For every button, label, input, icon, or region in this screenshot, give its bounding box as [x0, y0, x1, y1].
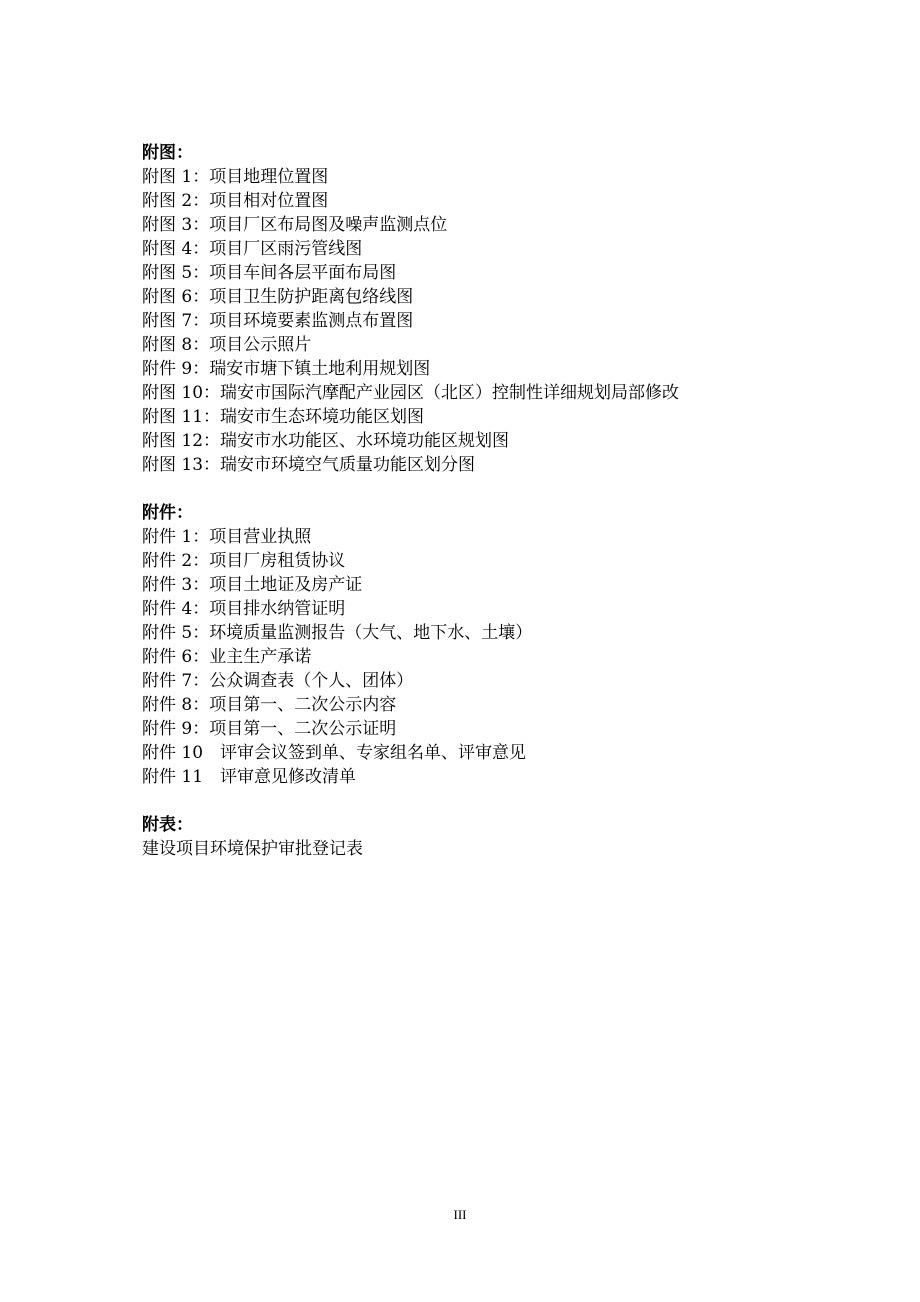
figure-item: 附图 5：项目车间各层平面布局图	[142, 263, 397, 283]
document-body	[142, 141, 862, 861]
table-item: 建设项目环境保护审批登记表	[142, 839, 363, 859]
figures-section	[142, 141, 862, 477]
figure-item: 附图 11：瑞安市生态环境功能区划图	[142, 407, 425, 427]
attachment-item: 附件 10 评审会议签到单、专家组名单、评审意见	[142, 743, 527, 763]
attachment-item: 附件 8：项目第一、二次公示内容	[142, 695, 397, 715]
tables-section	[142, 813, 862, 861]
figure-item: 附图 4：项目厂区雨污管线图	[142, 239, 363, 259]
attachment-item: 附件 1：项目营业执照	[142, 527, 312, 547]
attachments-section	[142, 501, 862, 789]
figure-item: 附图 7：项目环境要素监测点布置图	[142, 311, 414, 331]
attachment-item: 附件 4：项目排水纳管证明	[142, 599, 346, 619]
page-number: III	[453, 1207, 467, 1222]
figures-heading: 附图：	[142, 143, 193, 163]
attachment-item: 附件 2：项目厂房租赁协议	[142, 551, 346, 571]
attachment-item: 附件 3：项目土地证及房产证	[142, 575, 363, 595]
figure-item: 附图 10：瑞安市国际汽摩配产业园区（北区）控制性详细规划局部修改	[142, 383, 680, 403]
figure-item: 附图 13：瑞安市环境空气质量功能区划分图	[142, 455, 476, 475]
figure-item: 附图 12：瑞安市水功能区、水环境功能区规划图	[142, 431, 510, 451]
attachment-item: 附件 7：公众调查表（个人、团体）	[142, 671, 414, 691]
attachment-item: 附件 5：环境质量监测报告（大气、地下水、土壤）	[142, 623, 533, 643]
attachment-item: 附件 9：项目第一、二次公示证明	[142, 719, 397, 739]
figure-item: 附图 6：项目卫生防护距离包络线图	[142, 287, 414, 307]
figure-item: 附图 1：项目地理位置图	[142, 167, 329, 187]
attachments-heading: 附件：	[142, 503, 193, 523]
attachment-item: 附件 11 评审意见修改清单	[142, 767, 357, 787]
tables-heading: 附表：	[142, 815, 193, 835]
figure-item: 附件 9：瑞安市塘下镇土地利用规划图	[142, 359, 431, 379]
attachment-item: 附件 6：业主生产承诺	[142, 647, 312, 667]
figure-item: 附图 8：项目公示照片	[142, 335, 312, 355]
figure-item: 附图 2：项目相对位置图	[142, 191, 329, 211]
figure-item: 附图 3：项目厂区布局图及噪声监测点位	[142, 215, 448, 235]
